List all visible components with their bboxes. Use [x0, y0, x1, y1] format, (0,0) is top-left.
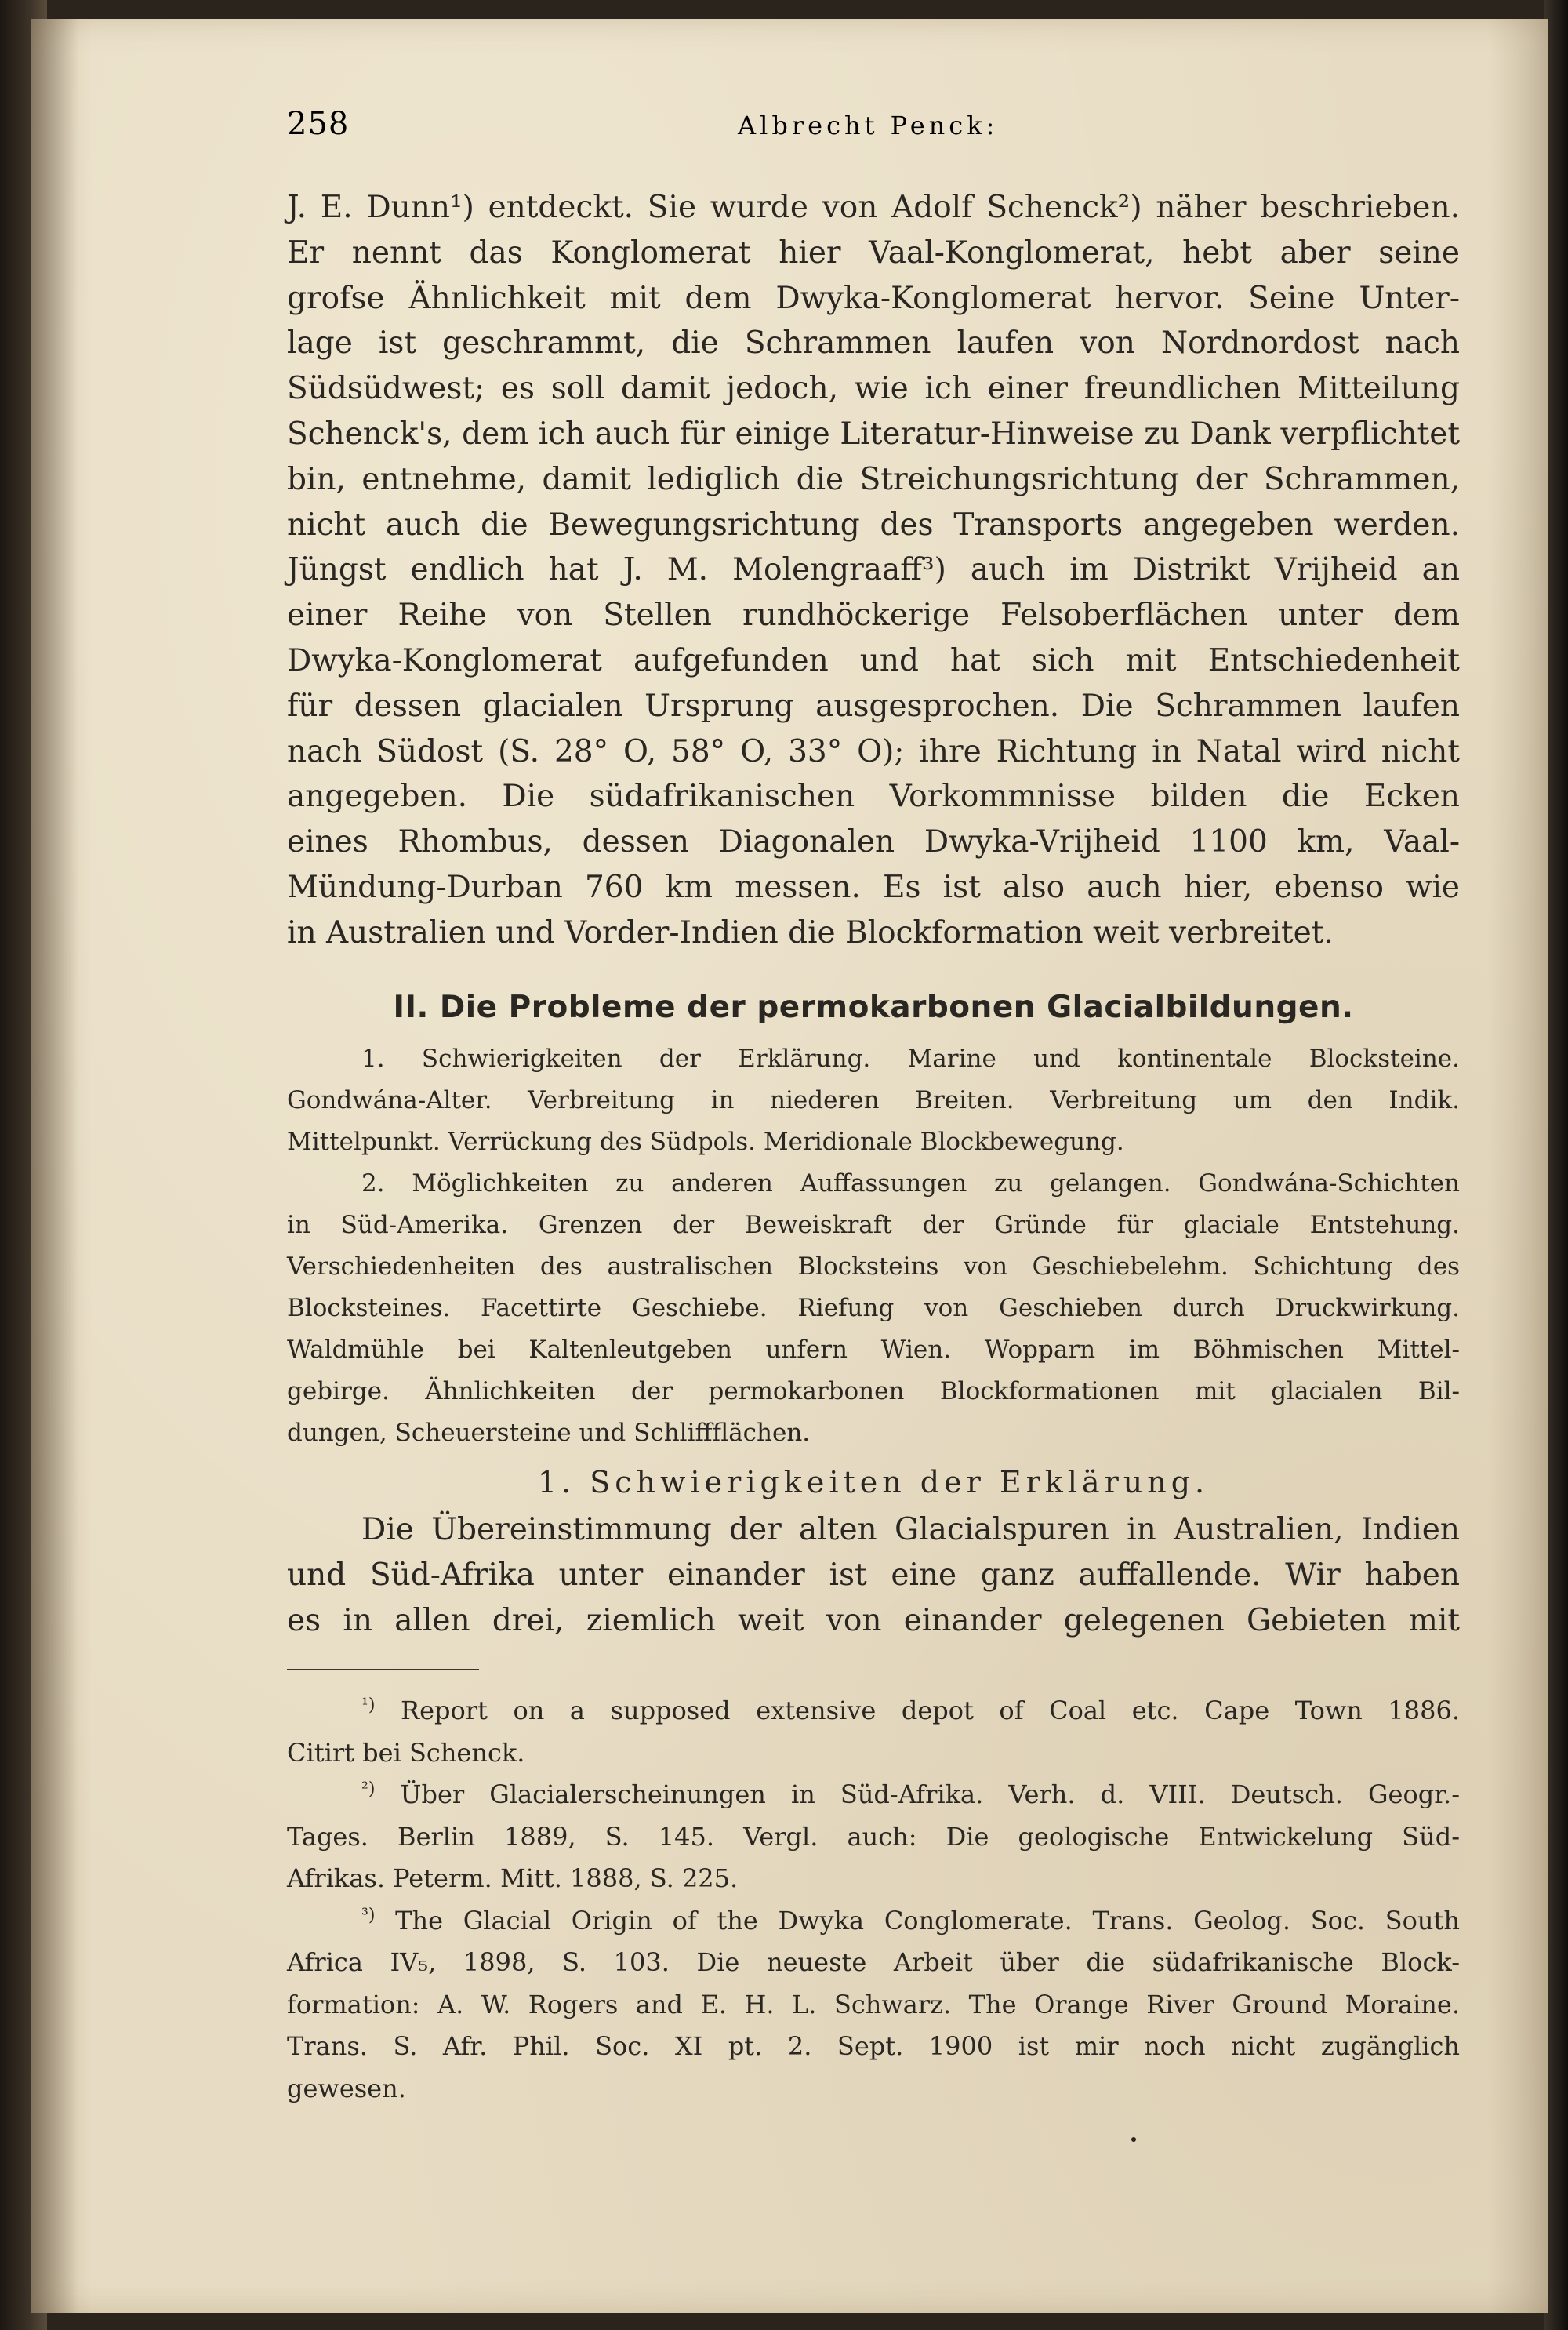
text-line: für dessen glacialen Ursprung ausgesprochen. Die Schrammen laufen [287, 688, 1460, 724]
summary-line: Blocksteines. Facettirte Geschiebe. Riefung von Geschieben durch Druckwirkung. [287, 1294, 1460, 1322]
text-line: nach Südost (S. 28° O, 58° O, 33° O); ihre Richtung in Natal wird nicht [287, 733, 1460, 769]
footnotes [287, 1690, 1460, 2110]
text-line: Mündung-Durban 760 km messen. Es ist also auch hier, ebenso wie [287, 869, 1460, 905]
text-line: Schenck's, dem ich auch für einige Literatur-Hinweise zu Dank verpflichtet [287, 416, 1460, 452]
gutter-shadow [31, 19, 78, 2313]
text-line: eines Rhombus, dessen Diagonalen Dwyka-Vrijheid 1100 km, Vaal- [287, 824, 1460, 860]
text-line: J. E. Dunn¹) entdeckt. Sie wurde von Adolf Schenck²) näher beschrieben. [287, 190, 1460, 225]
footnote-1-line: Citirt bei Schenck. [287, 1737, 525, 1768]
section-heading: II. Die Probleme der permokarbonen Glacialbildungen. [393, 990, 1354, 1025]
footnote-3-line: Africa IV₅, 1898, S. 103. Die neueste Arbeit über die südafrikanische Block- [287, 1947, 1460, 1977]
footnote-text: Über Glacialerscheinungen in Süd-Afrika. Verh. d. VIII. Deutsch. Geogr.- [400, 1779, 1461, 1809]
footnote-text: Report on a supposed extensive depot of Coal etc. Cape Town 1886. [400, 1696, 1461, 1725]
footnote-3-line: Trans. S. Afr. Phil. Soc. XI pt. 2. Sept. 1900 ist mir noch nicht zugänglich [287, 2031, 1460, 2061]
summary-line: Gondwána-Alter. Verbreitung in niederen Breiten. Verbreitung um den Indik. [287, 1086, 1460, 1114]
summary-line: dungen, Scheuersteine und Schliffflächen. [287, 1419, 811, 1447]
footnote-2-line: Afrikas. Peterm. Mitt. 1888, S. 225. [287, 1863, 739, 1893]
footnote-3-line: gewesen. [287, 2073, 406, 2103]
text-line: einer Reihe von Stellen rundhöckerige Felsoberflächen unter dem [287, 598, 1460, 634]
footnote-2-line: Tages. Berlin 1889, S. 145. Vergl. auch: Die geologische Entwickelung Süd- [287, 1821, 1460, 1852]
footnote-rule [287, 1669, 479, 1670]
text-line: in Australien und Vorder-Indien die Blockformation weit verbreitet. [287, 914, 1334, 951]
text-line: und Süd-Afrika unter einander ist eine ganz auffallende. Wir haben [287, 1557, 1460, 1593]
summary-line: 2. Möglichkeiten zu anderen Auffassungen zu gelangen. Gondwána-Schichten [361, 1169, 1460, 1198]
text-line: Die Übereinstimmung der alten Glacialspuren in Australien, Indien [361, 1512, 1460, 1547]
footnote-3-line [287, 1900, 1460, 1943]
subsection-heading: 1. Schwierigkeiten der Erklärung. [537, 1465, 1210, 1499]
footnote-2-line [287, 1774, 1460, 1816]
text-line: angegeben. Die südafrikanischen Vorkommnisse bilden die Ecken [287, 779, 1460, 815]
text-line: lage ist geschrammt, die Schrammen laufen von Nordnordost nach [287, 325, 1460, 362]
summary-line: 1. Schwierigkeiten der Erklärung. Marine und kontinentale Blocksteine. [361, 1045, 1460, 1073]
summary-line: Verschiedenheiten des australischen Blocksteins von Geschiebelehm. Schichtung des [287, 1252, 1460, 1281]
running-title: Albrecht Penck: [738, 111, 999, 140]
footnote-text: The Glacial Origin of the Dwyka Conglomerate. Trans. Geolog. Soc. South [395, 1905, 1461, 1936]
page-number: 258 [287, 106, 350, 142]
footnote-marker: ³) [361, 1905, 376, 1925]
footnote-3-line: formation: A. W. Rogers and E. H. L. Schwarz. The Orange River Ground Moraine. [287, 1989, 1460, 2019]
text-line: Jüngst endlich hat J. M. Molengraaff³) auch im Distrikt Vrijheid an [287, 552, 1460, 588]
text-line: nicht auch die Bewegungsrichtung des Transports angegeben werden. [287, 507, 1460, 543]
section-summary-2 [287, 1163, 1460, 1454]
text-line: Dwyka-Konglomerat aufgefunden und hat sich mit Entschiedenheit [287, 642, 1460, 678]
text-line: bin, entnehme, damit lediglich die Streichungsrichtung der Schrammen, [287, 461, 1460, 497]
section-summary-1 [287, 1038, 1460, 1163]
subsection-paragraph [287, 1507, 1460, 1643]
text-line: Er nennt das Konglomerat hier Vaal-Konglomerat, hebt aber seine [287, 234, 1460, 271]
footnote-marker: ²) [361, 1779, 376, 1799]
summary-line: gebirge. Ähnlichkeiten der permokarbonen Blockformationen mit glacialen Bil- [287, 1377, 1460, 1405]
summary-line: in Süd-Amerika. Grenzen der Beweiskraft der Gründe für glaciale Entstehung. [287, 1211, 1460, 1239]
ink-speck [1131, 2137, 1136, 2142]
text-line: es in allen drei, ziemlich weit von einander gelegenen Gebieten mit [287, 1602, 1460, 1638]
footnote-marker: ¹) [361, 1696, 376, 1715]
text-line: grofse Ähnlichkeit mit dem Dwyka-Konglomerat hervor. Seine Unter- [287, 280, 1460, 316]
summary-line: Waldmühle bei Kaltenleutgeben unfern Wien. Wopparn im Böhmischen Mittel- [287, 1336, 1460, 1364]
footnote-1-line [287, 1690, 1460, 1732]
text-line: Südsüdwest; es soll damit jedoch, wie ich einer freundlichen Mitteilung [287, 371, 1460, 407]
summary-line: Mittelpunkt. Verrückung des Südpols. Meridionale Blockbewegung. [287, 1128, 1124, 1156]
